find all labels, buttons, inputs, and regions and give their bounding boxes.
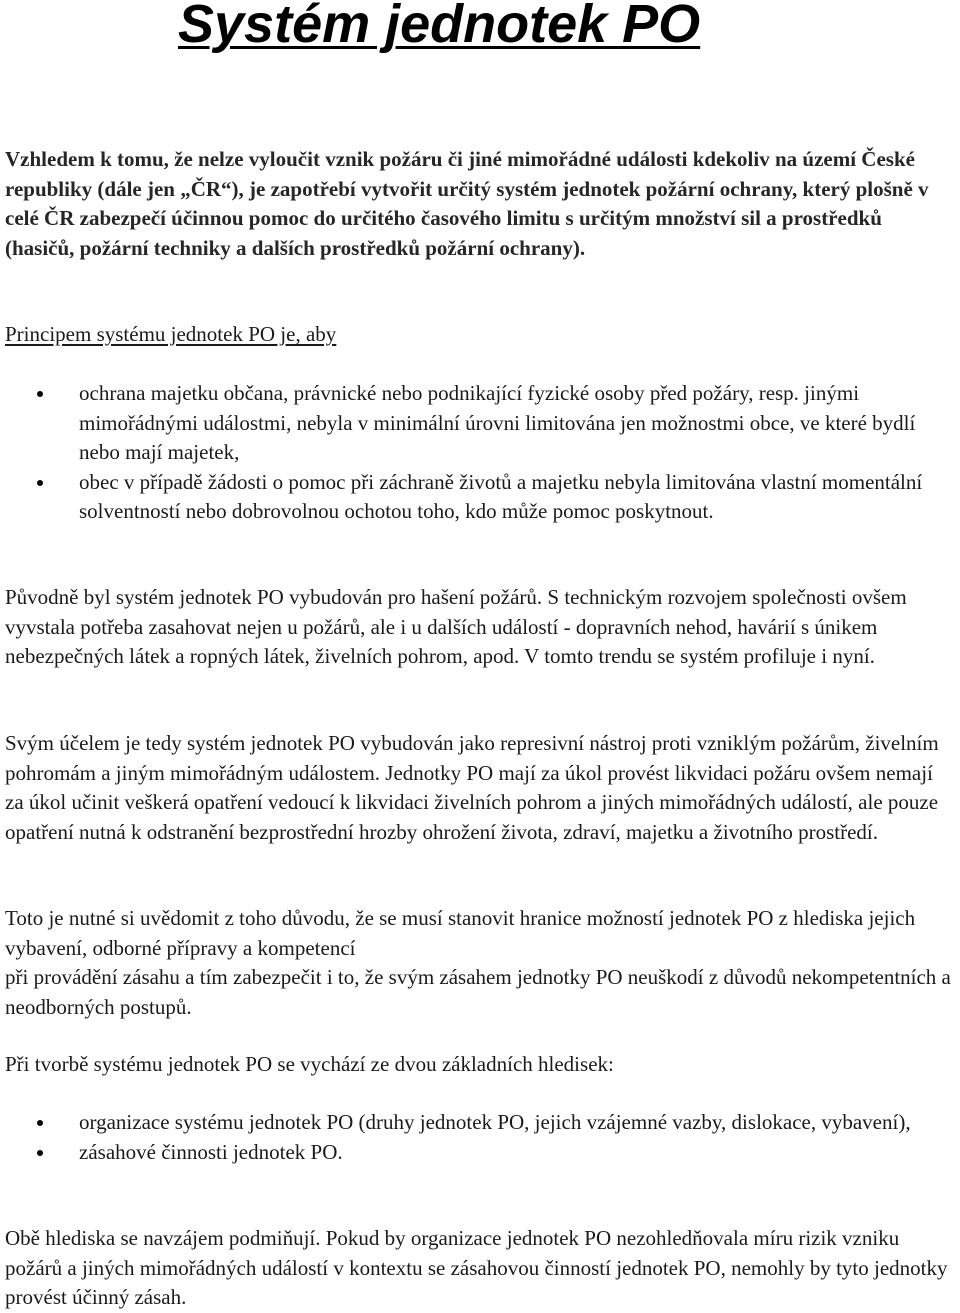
bullet-icon — [37, 1120, 43, 1126]
principle-heading: Principem systému jednotek PO je, aby — [5, 322, 337, 346]
principle-list — [0, 379, 940, 527]
intro-paragraph: Vzhledem k tomu, že nelze vyloučit vznik požáru či jiné mimořádné události kdekoliv na území České republiky (dále jen „ČR“), je zapotřebí vytvořit určitý systém jednotek požární ochrany, který plošně v celé ČR zabezpečí účinnou pomoc do určitého časového limitu s určitým množství sil a prostředků (hasičů, požární techniky a dalších prostředků požární ochrany). — [5, 147, 929, 260]
limits-paragraph — [5, 904, 955, 1022]
conclusion-paragraph: Obě hlediska se navzájem podmiňují. Pokud by organizace jednotek PO nezohledňovala míru rizik vzniku požárů a jiných mimořádných událostí v kontextu se zásahovou činností jednotek PO, nemohly by tyto jednotky provést účinný zásah. — [5, 1226, 948, 1309]
page-title: Systém jednotek PO — [178, 0, 701, 54]
list-item-text: organizace systému jednotek PO (druhy jednotek PO, jejich vzájemné vazby, dislokace, vybavení), — [79, 1110, 911, 1134]
list-item — [0, 468, 940, 527]
aspects-heading: Při tvorbě systému jednotek PO se vychází ze dvou základních hledisek: — [5, 1052, 614, 1076]
list-item — [0, 1138, 940, 1168]
purpose-paragraph: Svým účelem je tedy systém jednotek PO vybudován jako represivní nástroj proti vzniklým požárům, živelním pohromám a jiným mimořádným událostem. Jednotky PO mají za úkol provést likvidaci požáru ovšem nemají za úkol učinit veškerá opatření vedoucí k likvidaci živelních pohrom a jiných mimořádných událostí, ale pouze opatření nutná k odstranění bezprostřední hrozby ohrožení života, zdraví, majetku a životního prostředí. — [5, 731, 939, 844]
bullet-icon — [37, 391, 43, 397]
aspects-list — [0, 1108, 940, 1167]
limits-paragraph-line-2: při provádění zásahu a tím zabezpečit i to, že svým zásahem jednotky PO neuškodí z důvodů nekompetentních a neodborných postupů. — [5, 965, 951, 1019]
list-item-text: zásahové činnosti jednotek PO. — [79, 1139, 343, 1164]
limits-paragraph-line-1: Toto je nutné si uvědomit z toho důvodu, že se musí stanovit hranice možností jednotek PO z hlediska jejich vybavení, odborné přípravy a kompetencí — [5, 906, 916, 960]
list-item — [0, 1108, 940, 1138]
bullet-icon — [37, 1150, 43, 1156]
list-item — [0, 379, 940, 468]
list-item-text: obec v případě žádosti o pomoc při záchraně životů a majetku nebyla limitována vlastní momentální solventností nebo dobrovolnou ochotou toho, kdo může pomoc poskytnout. — [79, 469, 923, 523]
history-paragraph: Původně byl systém jednotek PO vybudován pro hašení požárů. S technickým rozvojem společnosti ovšem vyvstala potřeba zasahovat nejen u požárů, ale i u dalších událostí - dopravních nehod, havárií s únikem nebezpečných látek a ropných látek, živelních pohrom, apod. V tomto trendu se systém profiluje i nyní. — [5, 585, 907, 668]
list-item-text: ochrana majetku občana, právnické nebo podnikající fyzické osoby před požáry, resp. jinými mimořádnými událostmi, nebyla v minimální úrovni limitována jen možnostmi obce, ve které bydlí nebo mají majetek, — [79, 381, 916, 464]
bullet-icon — [37, 480, 43, 486]
